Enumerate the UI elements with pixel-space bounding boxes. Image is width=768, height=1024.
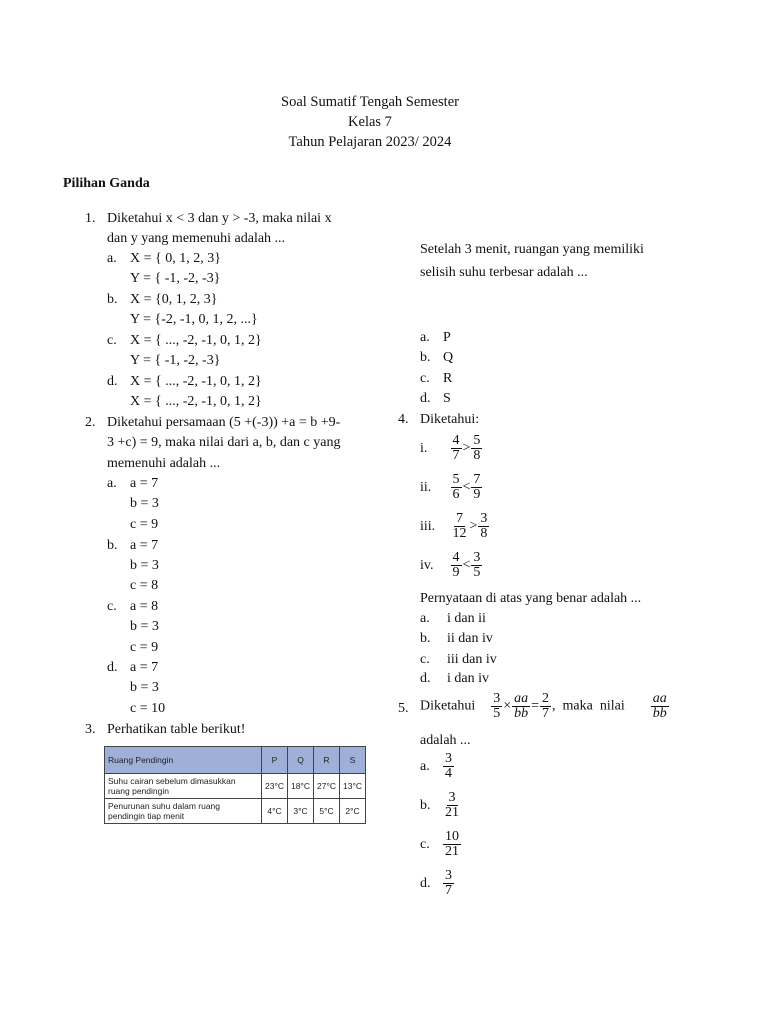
q5-equation: [420, 692, 670, 721]
q1-option-b-line1: X = {0, 1, 2, 3}: [130, 292, 218, 307]
q2-option-d-b: b = 3: [130, 680, 159, 695]
q3-option-letter: b.: [420, 350, 431, 365]
q5-intro: Diketahui: [420, 698, 476, 714]
q4-statement: [420, 512, 490, 541]
q1-option-b-line2: Y = {-2, -1, 0, 1, 2, ...}: [130, 312, 258, 327]
times-sign: ×: [503, 698, 512, 714]
q4-statement: [420, 434, 483, 463]
q2-number: 2.: [85, 415, 96, 430]
q4-statement: [420, 551, 483, 580]
q1-option-d-line1: X = { ..., -2, -1, 0, 1, 2}: [130, 374, 262, 389]
fraction: $\frac{4}{9}$: [452, 550, 460, 580]
comparison-operator: >: [462, 440, 471, 456]
q4-option-letter: a.: [420, 611, 430, 626]
comparison-operator: >: [469, 518, 478, 534]
q5-middle: , maka nilai: [552, 698, 625, 714]
q3-option-letter: d.: [420, 391, 431, 406]
q2-option-d-a: a = 7: [130, 660, 159, 675]
temperature-table: [104, 746, 366, 824]
q5-option: [420, 830, 462, 859]
table-cell: 23°C: [262, 774, 288, 799]
fraction: $\frac{5}{6}$: [452, 472, 460, 502]
q3-option-letter: c.: [420, 371, 430, 386]
q4-question: Pernyataan di atas yang benar adalah ...: [420, 591, 642, 606]
fraction: $\frac{5}{8}$: [473, 433, 481, 463]
table-header-cell: Q: [288, 747, 314, 774]
q5-tail: adalah ...: [420, 733, 471, 748]
q3-number: 3.: [85, 722, 96, 737]
q2-option-d-c: c = 10: [130, 701, 166, 716]
q4-option-letter: c.: [420, 652, 430, 667]
q1-option-a-line2: Y = { -1, -2, -3}: [130, 271, 221, 286]
q1-option-d-line2: X = { ..., -2, -1, 0, 1, 2}: [130, 394, 262, 409]
table-cell: Penurunan suhu dalam ruang pendingin tiap menit: [105, 799, 262, 824]
q2-option-letter: b.: [107, 538, 118, 553]
fraction: $\frac{7}{9}$: [473, 472, 481, 502]
q1-option-letter: c.: [107, 333, 117, 348]
table-cell: 5°C: [314, 799, 340, 824]
q5-option-letter: d.: [420, 875, 431, 891]
q2-text-line1: Diketahui persamaan (5 +(-3)) +a = b +9-: [107, 415, 341, 430]
fraction: $\frac{2}{7}$: [542, 691, 550, 721]
q3-option-c: R: [443, 371, 453, 386]
q4-statement: [420, 473, 483, 502]
table-header-row: [105, 747, 366, 774]
q4-option-a: i dan ii: [447, 611, 486, 626]
fraction: $\frac{aa}{bb}$: [514, 691, 529, 721]
table-row: [105, 799, 366, 824]
table-header-cell: S: [340, 747, 366, 774]
doc-class: Kelas 7: [348, 114, 392, 130]
statement-roman: ii.: [420, 479, 432, 495]
doc-title: Soal Sumatif Tengah Semester: [281, 94, 459, 110]
table-cell: 13°C: [340, 774, 366, 799]
statement-roman: i.: [420, 440, 428, 456]
table-header-cell: R: [314, 747, 340, 774]
fraction: $\frac{3}{8}$: [480, 511, 488, 541]
q2-text-line3: memenuhi adalah ...: [107, 456, 221, 471]
fraction: $\frac{aa}{bb}$: [652, 691, 667, 721]
q4-option-d: i dan iv: [447, 671, 489, 686]
q3-option-b: Q: [443, 350, 454, 365]
q4-text: Diketahui:: [420, 412, 480, 427]
fraction: $\frac{4}{7}$: [452, 433, 460, 463]
q4-option-b: ii dan iv: [447, 631, 493, 646]
q5-option: [420, 869, 455, 898]
table-cell: 27°C: [314, 774, 340, 799]
q2-option-c-b: b = 3: [130, 619, 159, 634]
q1-option-a-line1: X = { 0, 1, 2, 3}: [130, 251, 221, 266]
q2-option-letter: d.: [107, 660, 118, 675]
q4-option-letter: d.: [420, 671, 431, 686]
q2-option-c-c: c = 9: [130, 640, 159, 655]
q2-option-b-c: c = 8: [130, 578, 159, 593]
q5-option-letter: a.: [420, 758, 430, 774]
q5-option: [420, 791, 462, 820]
q2-option-letter: c.: [107, 599, 117, 614]
q1-option-letter: b.: [107, 292, 118, 307]
q3-option-a: P: [443, 330, 451, 345]
q1-text-line1: Diketahui x < 3 dan y > -3, maka nilai x: [107, 211, 332, 226]
table-header-cell: P: [262, 747, 288, 774]
q3-text: Perhatikan table berikut!: [107, 722, 246, 737]
q2-option-a-a: a = 7: [130, 476, 159, 491]
q2-option-letter: a.: [107, 476, 117, 491]
q2-option-b-b: b = 3: [130, 558, 159, 573]
q5-option-letter: c.: [420, 836, 430, 852]
q5-option-letter: b.: [420, 797, 431, 813]
q2-text-line2: 3 +c) = 9, maka nilai dari a, b, dan c yang: [107, 435, 341, 450]
comparison-operator: <: [462, 479, 471, 495]
q1-number: 1.: [85, 211, 96, 226]
table-cell: 3°C: [288, 799, 314, 824]
q4-option-c: iii dan iv: [447, 652, 497, 667]
q4-option-letter: b.: [420, 631, 431, 646]
q2-option-a-b: b = 3: [130, 496, 159, 511]
table-cell: 4°C: [262, 799, 288, 824]
doc-year: Tahun Pelajaran 2023/ 2024: [288, 134, 452, 150]
q1-option-c-line1: X = { ..., -2, -1, 0, 1, 2}: [130, 333, 262, 348]
q3-continued-line2: selisih suhu terbesar adalah ...: [420, 265, 588, 280]
fraction: $\frac{3}{5}$: [493, 691, 501, 721]
fraction: $\frac{3}{21}$: [445, 790, 459, 820]
q5-option: [420, 752, 455, 781]
q2-option-b-a: a = 7: [130, 538, 159, 553]
q3-option-d: S: [443, 391, 451, 406]
fraction: $\frac{3}{7}$: [445, 868, 452, 898]
q3-option-letter: a.: [420, 330, 430, 345]
fraction: $\frac{3}{5}$: [473, 550, 481, 580]
comparison-operator: <: [462, 557, 471, 573]
table-row: [105, 774, 366, 799]
section-heading: Pilihan Ganda: [63, 176, 150, 191]
table-header-cell: Ruang Pendingin: [105, 747, 262, 774]
table-cell: Suhu cairan sebelum dimasukkan ruang pendingin: [105, 774, 262, 799]
table-cell: 2°C: [340, 799, 366, 824]
q3-continued-line1: Setelah 3 menit, ruangan yang memiliki: [420, 242, 644, 257]
q1-option-c-line2: Y = { -1, -2, -3}: [130, 353, 221, 368]
statement-roman: iv.: [420, 557, 434, 573]
q2-option-c-a: a = 8: [130, 599, 159, 614]
fraction: $\frac{10}{21}$: [445, 829, 459, 859]
q1-option-letter: d.: [107, 374, 118, 389]
statement-roman: iii.: [420, 518, 436, 534]
q5-number: 5.: [398, 701, 409, 716]
table-cell: 18°C: [288, 774, 314, 799]
q2-option-a-c: c = 9: [130, 517, 159, 532]
fraction: $\frac{7}{12}$: [452, 511, 467, 541]
q1-text-line2: dan y yang memenuhi adalah ...: [107, 231, 286, 246]
q1-option-letter: a.: [107, 251, 117, 266]
fraction: $\frac{3}{4}$: [445, 751, 452, 781]
q4-number: 4.: [398, 412, 409, 427]
equals-sign: =: [531, 698, 540, 714]
